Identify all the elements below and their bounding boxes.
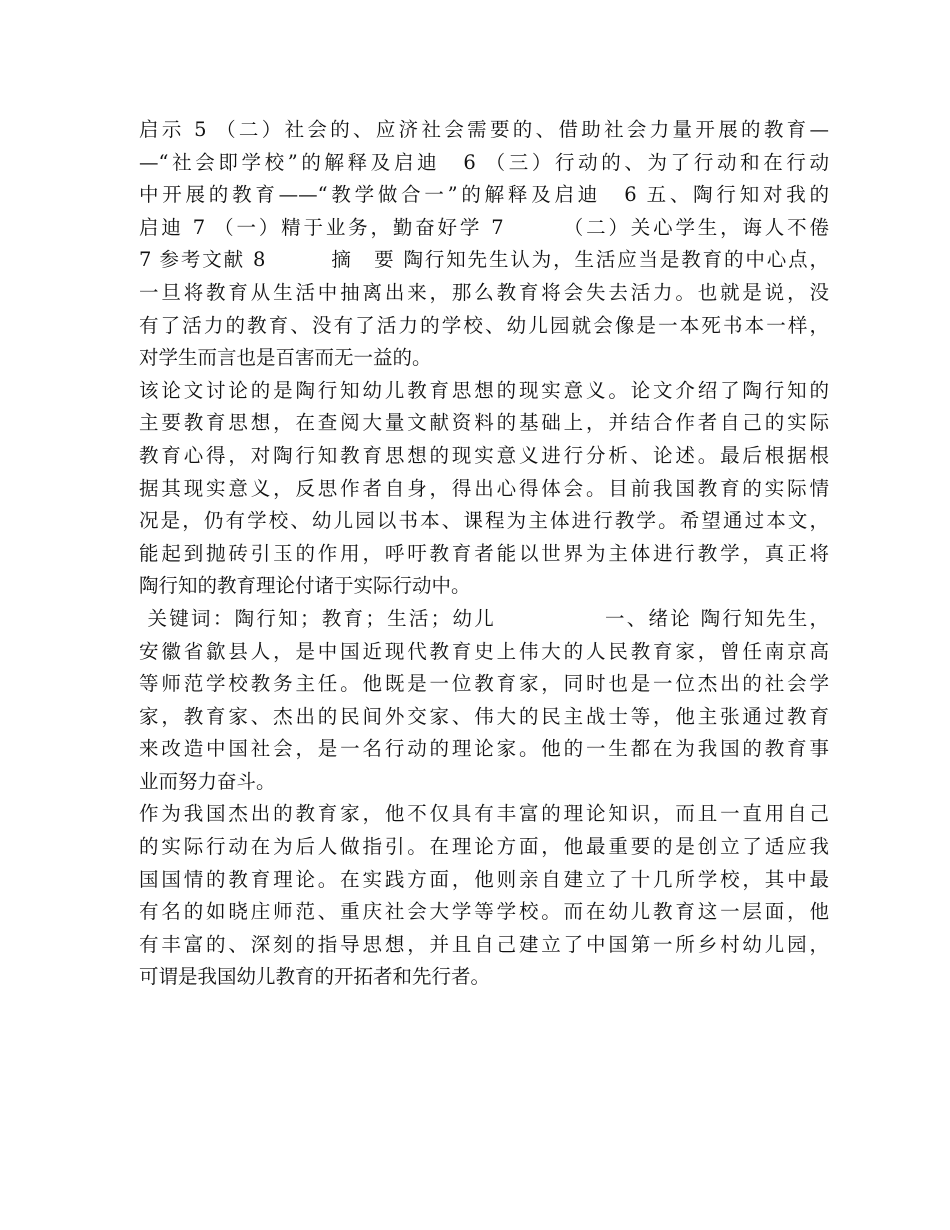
text-line: 中开展的教育——“教学做合一”的解释及启迪 6 五、陶行知对我的 <box>139 183 829 207</box>
text-line: 该论文讨论的是陶行知幼儿教育思想的现实意义。论文介绍了陶行知的 <box>139 378 829 402</box>
text-line: 等师范学校教务主任。他既是一位教育家，同时也是一位杰出的社会学 <box>139 672 829 696</box>
text-line: 有名的如晓庄师范、重庆社会大学等学校。而在幼儿教育这一层面，他 <box>139 900 829 924</box>
document-page <box>139 114 829 994</box>
text-line: 来改造中国社会，是一名行动的理论家。他的一生都在为我国的教育事 <box>139 737 829 761</box>
text-line: 陶行知的教育理论付诸于实际行动中。 <box>139 574 471 598</box>
text-line: 国国情的教育理论。在实践方面，他则亲自建立了十几所学校，其中最 <box>139 867 829 891</box>
paragraph-summary <box>139 375 829 603</box>
paragraph-toc-abstract <box>139 114 829 375</box>
text-line: 启迪 7 （一）精于业务，勤奋好学 7 （二）关心学生，诲人不倦 <box>139 215 829 239</box>
text-line: 作为我国杰出的教育家，他不仅具有丰富的理论知识，而且一直用自己 <box>139 802 829 826</box>
paragraph-biography <box>139 798 829 994</box>
text-line: 业而努力奋斗。 <box>139 769 276 793</box>
text-line: 据其现实意义，反思作者自身，得出心得体会。目前我国教育的实际情 <box>139 476 829 500</box>
text-line: 安徽省歙县人，是中国近现代教育史上伟大的人民教育家，曾任南京高 <box>139 639 829 663</box>
text-line: 有丰富的、深刻的指导思想，并且自己建立了中国第一所乡村幼儿园， <box>139 932 829 956</box>
text-line: 的实际行动在为后人做指引。在理论方面，他最重要的是创立了适应我 <box>139 835 829 859</box>
paragraph-keywords-intro <box>139 603 829 799</box>
text-line: 能起到抛砖引玉的作用，呼吁教育者能以世界为主体进行教学，真正将 <box>139 541 829 565</box>
text-line: 主要教育思想，在查阅大量文献资料的基础上，并结合作者自己的实际 <box>139 411 829 435</box>
text-line: 况是，仍有学校、幼儿园以书本、课程为主体进行教学。希望通过本文， <box>139 509 829 533</box>
text-line: 可谓是我国幼儿教育的开拓者和先行者。 <box>139 965 491 989</box>
text-line: 关键词：陶行知；教育；生活；幼儿 一、绪论 陶行知先生， <box>139 606 829 630</box>
text-line: 对学生而言也是百害而无一益的。 <box>139 346 432 370</box>
text-line: 家，教育家、杰出的民间外交家、伟大的民主战士等，他主张通过教育 <box>139 704 829 728</box>
text-line: 教育心得，对陶行知教育思想的现实意义进行分析、论述。最后根据根 <box>139 443 829 467</box>
text-line: —“社会即学校”的解释及启迪 6 （三）行动的、为了行动和在行动 <box>139 150 829 174</box>
text-line: 一旦将教育从生活中抽离出来，那么教育将会失去活力。也就是说，没 <box>139 280 829 304</box>
text-line: 有了活力的教育、没有了活力的学校、幼儿园就会像是一本死书本一样， <box>139 313 829 337</box>
text-line: 启示 5 （二）社会的、应济社会需要的、借助社会力量开展的教育— <box>139 118 829 141</box>
text-line: 7 参考文献 8 摘 要 陶行知先生认为，生活应当是教育的中心点， <box>139 248 829 272</box>
